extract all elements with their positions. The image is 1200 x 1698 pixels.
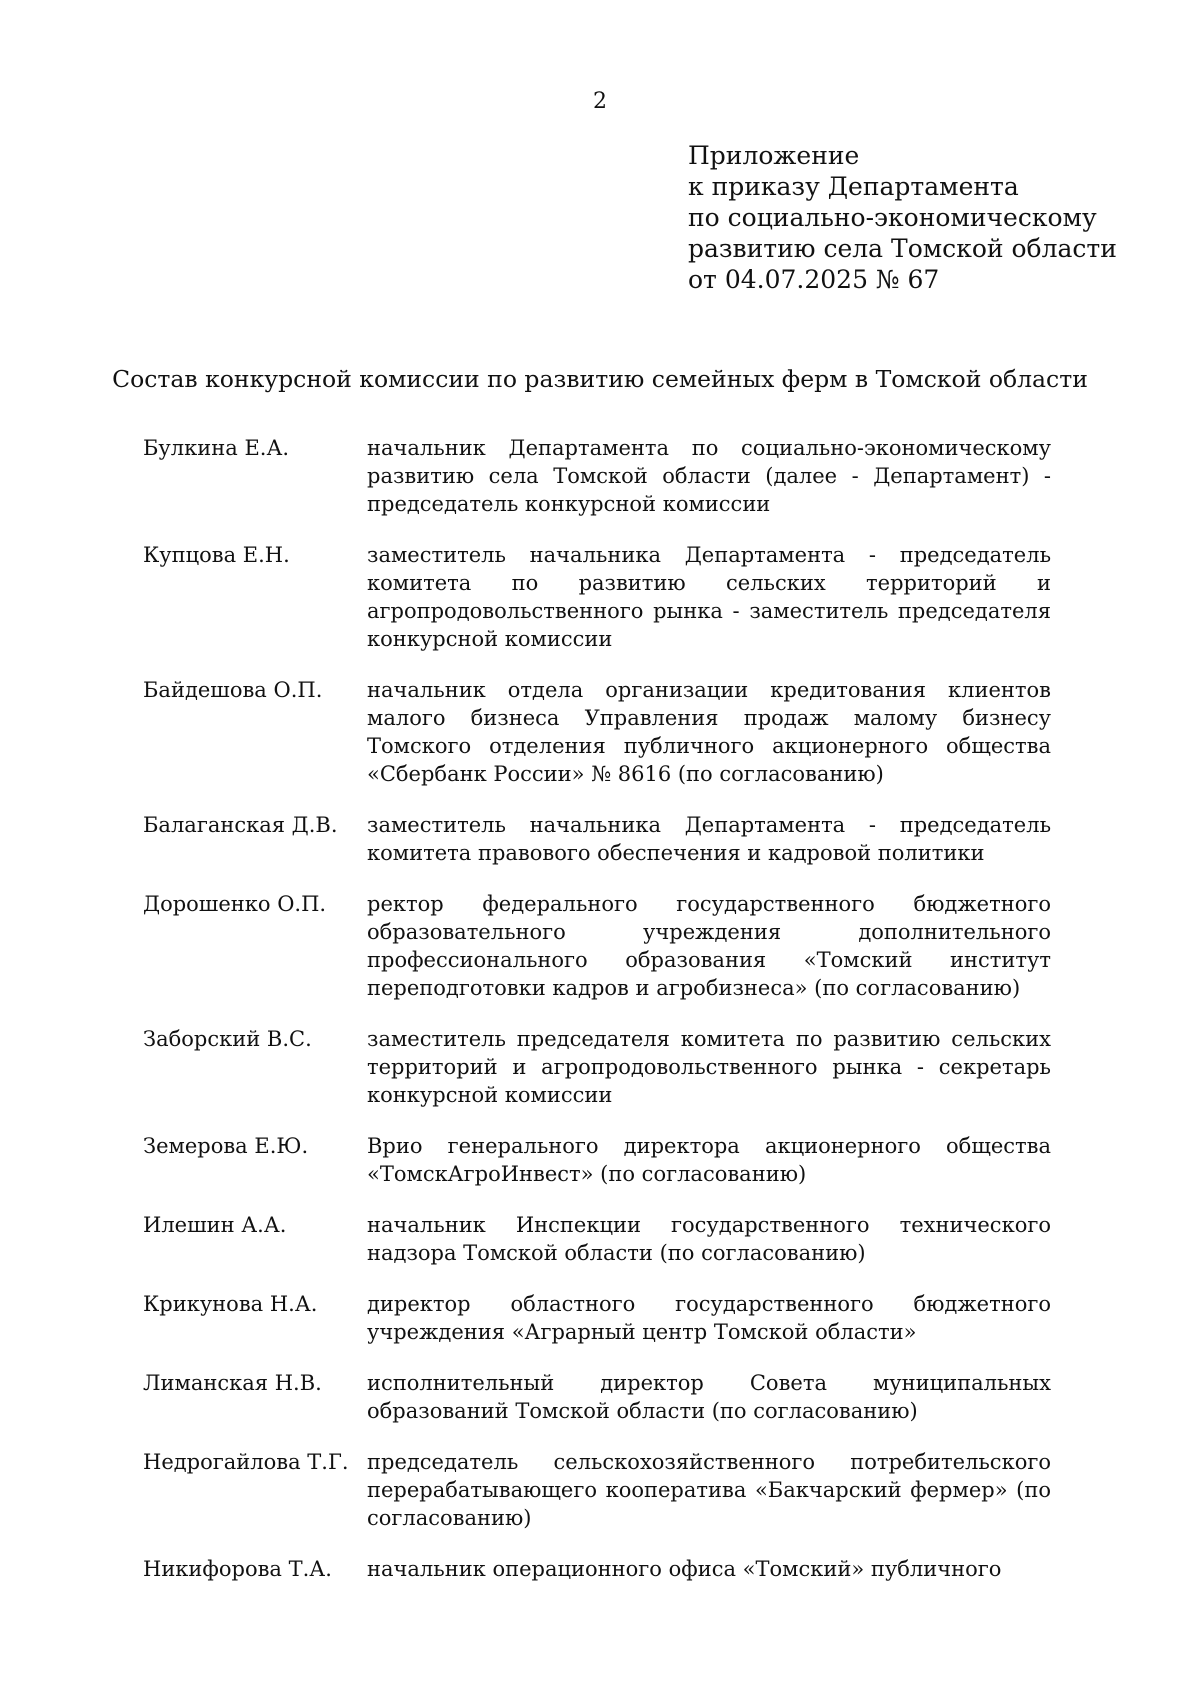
member-role: директор областного государственного бюджетного учреждения «Аграрный центр Томской области» xyxy=(367,1292,1051,1344)
member-row xyxy=(143,676,1051,788)
member-role: заместитель начальника Департамента - председатель комитета по развитию сельских территорий и агропродовольственного рынка - заместитель председателя конкурсной комиссии xyxy=(367,543,1051,651)
appendix-line: по социально-экономическому xyxy=(688,203,1097,232)
member-name: Заборский В.С. xyxy=(143,1027,312,1051)
member-row xyxy=(143,541,1051,653)
appendix-line: от 04.07.2025 № 67 xyxy=(688,265,940,294)
member-row xyxy=(143,434,1051,518)
member-row xyxy=(143,1132,1051,1188)
member-name: Купцова Е.Н. xyxy=(143,543,290,567)
member-row xyxy=(143,1448,1051,1532)
member-role: исполнительный директор Совета муниципальных образований Томской области (по согласованию) xyxy=(367,1371,1051,1423)
member-name: Никифорова Т.А. xyxy=(143,1557,332,1581)
member-row xyxy=(143,890,1051,1002)
member-name: Байдешова О.П. xyxy=(143,678,323,702)
page-number: 2 xyxy=(593,89,607,114)
member-role: заместитель начальника Департамента - председатель комитета правового обеспечения и кадровой политики xyxy=(367,813,1051,865)
member-name: Дорошенко О.П. xyxy=(143,892,327,916)
member-row xyxy=(143,1211,1051,1267)
member-role: начальник Департамента по социально-экономическому развитию села Томской области (далее - Департамент) - председатель конкурсной комиссии xyxy=(367,436,1051,516)
member-name: Недрогайлова Т.Г. xyxy=(143,1450,349,1474)
member-name: Лиманская Н.В. xyxy=(143,1371,322,1395)
member-role: начальник операционного офиса «Томский» публичного xyxy=(367,1557,1002,1581)
member-row xyxy=(143,1290,1051,1346)
member-row xyxy=(143,1555,1051,1583)
member-row xyxy=(143,1369,1051,1425)
member-name: Илешин А.А. xyxy=(143,1213,287,1237)
member-row xyxy=(143,1025,1051,1109)
appendix-line: развитию села Томской области xyxy=(688,234,1117,263)
appendix-block xyxy=(688,140,1117,295)
member-role: Врио генерального директора акционерного общества «ТомскАгроИнвест» (по согласованию) xyxy=(367,1134,1051,1186)
document-title: Состав конкурсной комиссии по развитию семейных ферм в Томской области xyxy=(112,365,1088,393)
member-row xyxy=(143,811,1051,867)
member-name: Булкина Е.А. xyxy=(143,436,290,460)
member-role: ректор федерального государственного бюджетного образовательного учреждения дополнительного профессионального образования «Томский институт переподготовки кадров и агробизнеса» (по согласованию) xyxy=(367,892,1051,1000)
member-name: Балаганская Д.В. xyxy=(143,813,338,837)
appendix-line: к приказу Департамента xyxy=(688,172,1019,201)
member-role: председатель сельскохозяйственного потребительского перерабатывающего кооператива «Бакчарский фермер» (по согласованию) xyxy=(367,1450,1051,1530)
member-role: заместитель председателя комитета по развитию сельских территорий и агропродовольственного рынка - секретарь конкурсной комиссии xyxy=(367,1027,1051,1107)
commission-members-list xyxy=(143,434,1051,1606)
member-role: начальник отдела организации кредитования клиентов малого бизнеса Управления продаж малому бизнесу Томского отделения публичного акционерного общества «Сбербанк России» № 8616 (по согласованию) xyxy=(367,678,1051,786)
member-name: Земерова Е.Ю. xyxy=(143,1134,309,1158)
appendix-line: Приложение xyxy=(688,141,860,170)
member-name: Крикунова Н.А. xyxy=(143,1292,318,1316)
member-role: начальник Инспекции государственного технического надзора Томской области (по согласованию) xyxy=(367,1213,1051,1265)
